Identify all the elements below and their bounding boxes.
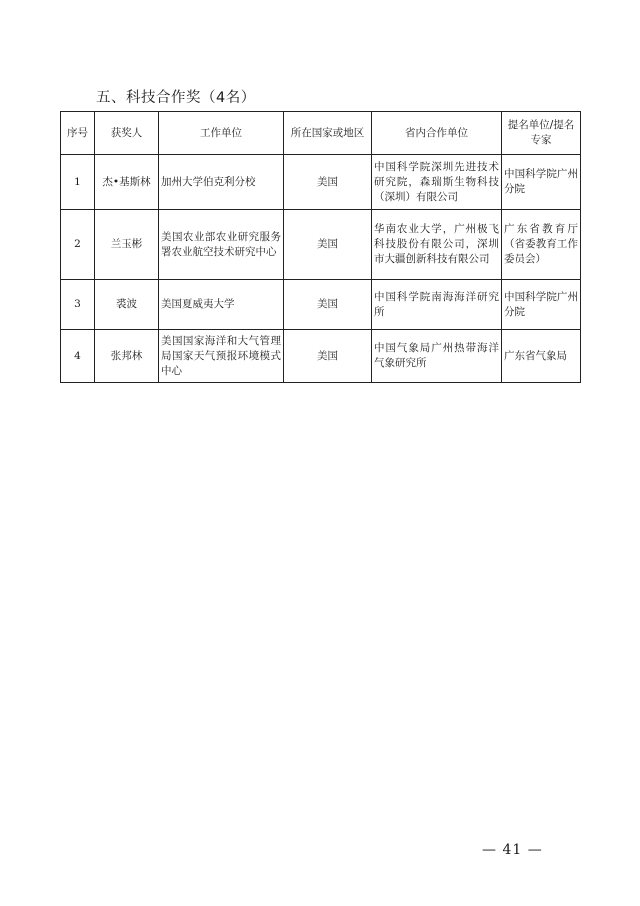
header-country: 所在国家或地区 (284, 112, 372, 155)
cell-partner: 中国科学院南海海洋研究所 (372, 280, 502, 330)
cell-country: 美国 (284, 330, 372, 383)
cell-country: 美国 (284, 210, 372, 280)
cell-index: 1 (61, 155, 95, 210)
cell-employer: 加州大学伯克利分校 (159, 155, 284, 210)
cell-awardee: 张邦林 (95, 330, 159, 383)
table-row (61, 210, 581, 280)
cell-partner: 中国科学院深圳先进技术研究院，森瑞斯生物科技（深圳）有限公司 (372, 155, 502, 210)
awards-table (60, 111, 581, 383)
cell-nominator: 中国科学院广州分院 (502, 280, 581, 330)
header-index: 序号 (61, 112, 95, 155)
cell-awardee: 兰玉彬 (95, 210, 159, 280)
page-number: — 41 — (482, 842, 543, 858)
table-row (61, 330, 581, 383)
cell-index: 3 (61, 280, 95, 330)
cell-nominator: 广东省教育厅（省委教育工作委员会） (502, 210, 581, 280)
header-employer: 工作单位 (159, 112, 284, 155)
cell-awardee: 裘波 (95, 280, 159, 330)
section-title: 五、科技合作奖（4名） (96, 90, 256, 106)
cell-country: 美国 (284, 155, 372, 210)
table-row (61, 280, 581, 330)
cell-employer: 美国国家海洋和大气管理局国家天气预报环境模式中心 (159, 330, 284, 383)
table-header-row (61, 112, 581, 155)
cell-awardee: 杰•基斯林 (95, 155, 159, 210)
table-row (61, 155, 581, 210)
cell-nominator: 广东省气象局 (502, 330, 581, 383)
header-partner: 省内合作单位 (372, 112, 502, 155)
cell-employer: 美国夏威夷大学 (159, 280, 284, 330)
header-nominator: 提名单位/提名专家 (502, 112, 581, 155)
cell-index: 2 (61, 210, 95, 280)
header-awardee: 获奖人 (95, 112, 159, 155)
cell-partner: 华南农业大学，广州极飞科技股份有限公司，深圳市大疆创新科技有限公司 (372, 210, 502, 280)
cell-nominator: 中国科学院广州分院 (502, 155, 581, 210)
cell-partner: 中国气象局广州热带海洋气象研究所 (372, 330, 502, 383)
cell-employer: 美国农业部农业研究服务署农业航空技术研究中心 (159, 210, 284, 280)
cell-country: 美国 (284, 280, 372, 330)
cell-index: 4 (61, 330, 95, 383)
